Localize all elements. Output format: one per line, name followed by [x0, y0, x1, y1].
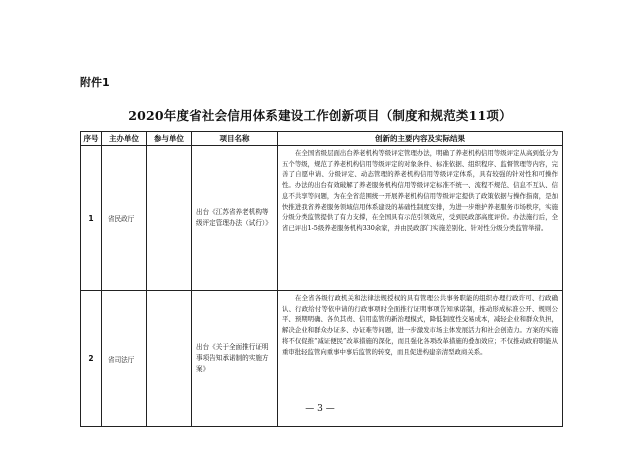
row-description: 在全国省级层面出台养老机构等级评定管理办法，明确了养老机构信用等级评定从高到低分为五个等级，规范了养老机构信用等级评定的对象条件、标准依据、组织程序、监督管理等内容，完善了自愿申请、分级评定、动态管理的养老机构信用等级评定体系，具有较强的针对性和可操作性。办法的出台有效破解了养老服务机构信用等级评定标准不统一、流程不规范、信息不互认、信息不共享等问题，为在全省范围统一开展养老机构信用等级评定提供了政策依据与操作指南，是加快推进我省养老服务领域信用体系建设的基础性制度安排，为进一步维护养老服务市场秩序，实施分级分类监管提供了有力支撑，在全国具有示范引领效应，受到民政部高度评价。办法施行后，全省已评出1-5级养老服务机构330余家，并由民政部门实施差别化、针对性分级分类监管举措。	[278, 146, 563, 291]
header-participant: 参与单位	[147, 132, 192, 146]
table-header-row	[81, 132, 563, 146]
row-project: 出台《关于全面推行证明事项告知承诺制的实施方案》	[192, 291, 278, 427]
row-organizer: 省司法厅	[102, 291, 147, 427]
row-description: 在全省各级行政机关和法律法规授权的具有管理公共事务职能的组织办理行政许可、行政确认、行政给付等依申请的行政事项时全面推行证明事项告知承诺制，推动形成标准公开、规则公平、预期明确、各负其责、信用监管的新治理模式，降低制度性交易成本，减轻企业和群众负担，解决企业和群众办证多、办证难等问题，进一步激发市场主体发展活力和社会创造力。方案的实施将不仅促推“减证便民”改革措施的深化，而且强化各项改革措施的叠加效应；不仅推动政府职能从重审批轻监管向重事中事后监管的转变，而且促进构建亲清型政商关系。	[278, 291, 563, 427]
row-index: 2	[81, 291, 102, 427]
row-index: 1	[81, 146, 102, 291]
row-project: 出台《江苏省养老机构等级评定管理办法（试行）》	[192, 146, 278, 291]
header-description: 创新的主要内容及实际结果	[278, 132, 563, 146]
row-participant	[147, 146, 192, 291]
row-organizer: 省民政厅	[102, 146, 147, 291]
table-row	[81, 146, 563, 291]
attachment-label: 附件1	[80, 76, 110, 89]
header-organizer: 主办单位	[102, 132, 147, 146]
header-index: 序号	[81, 132, 102, 146]
header-project: 项目名称	[192, 132, 278, 146]
page-title: 2020年度省社会信用体系建设工作创新项目（制度和规范类11项）	[128, 108, 512, 123]
page-number: — 3 —	[305, 404, 335, 414]
project-table	[80, 131, 563, 427]
